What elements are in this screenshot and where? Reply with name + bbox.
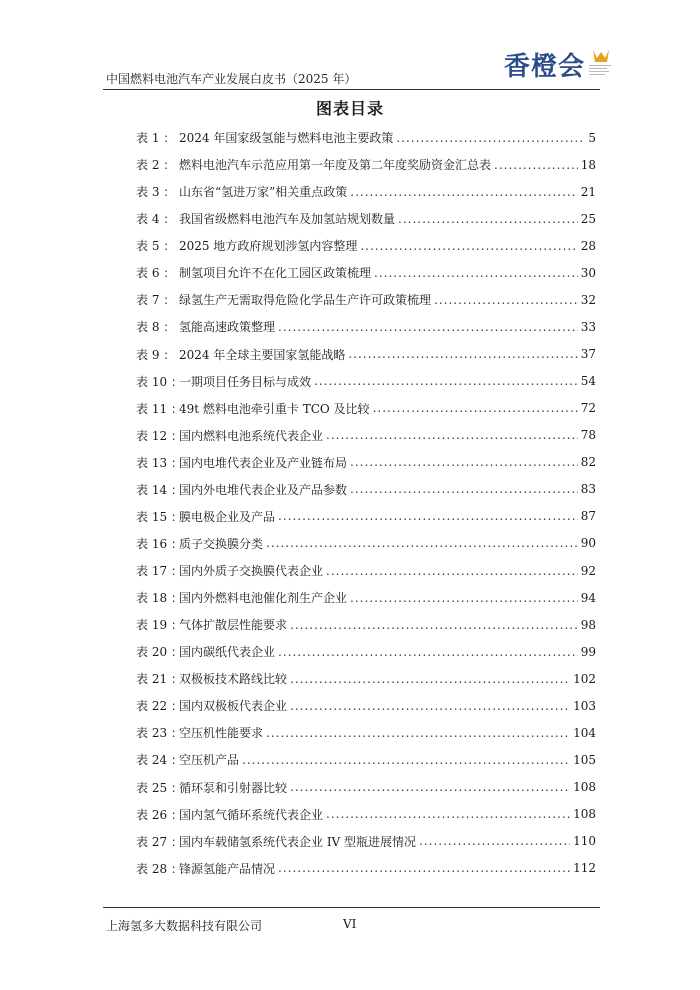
toc-entry-label: 表 22 ： bbox=[136, 699, 183, 714]
toc-entry-title: 国内外质子交换膜代表企业 bbox=[179, 564, 324, 579]
toc-entry-page: 102 bbox=[573, 671, 596, 686]
toc-entry-page: 87 bbox=[580, 509, 596, 524]
toc-entry-label: 表 1 ： bbox=[136, 131, 176, 146]
toc-entry[interactable] bbox=[136, 232, 596, 259]
toc-entry[interactable] bbox=[136, 774, 596, 801]
toc-entry-page: 98 bbox=[580, 617, 596, 632]
toc-dot-leader bbox=[494, 158, 578, 172]
toc-entry[interactable] bbox=[136, 422, 596, 449]
toc-entry-label: 表 12 ： bbox=[136, 428, 183, 443]
toc-entry[interactable] bbox=[136, 178, 596, 205]
toc-dot-leader bbox=[242, 753, 570, 767]
toc-entry[interactable] bbox=[136, 151, 596, 178]
toc-entry-page: 94 bbox=[580, 590, 596, 605]
toc-entry-label: 表 11 ： bbox=[136, 401, 183, 416]
toc-dot-leader bbox=[266, 726, 570, 740]
toc-dot-leader bbox=[326, 564, 578, 578]
toc-entry-label: 表 3 ： bbox=[136, 185, 176, 200]
toc-entry-label: 表 5 ： bbox=[136, 239, 176, 254]
toc-dot-leader bbox=[290, 699, 570, 713]
toc-entry-page: 54 bbox=[580, 374, 596, 389]
toc-dot-leader bbox=[348, 347, 577, 361]
toc-entry-title: 49t 燃料电池牵引重卡 TCO 及比较 bbox=[179, 401, 370, 416]
toc-entry-page: 30 bbox=[580, 265, 596, 280]
toc-entry-page: 5 bbox=[588, 130, 596, 145]
toc-entry-title: 氢能高速政策整理 bbox=[179, 320, 276, 335]
toc-dot-leader bbox=[290, 672, 570, 686]
toc-entry-page: 104 bbox=[573, 725, 596, 740]
logo-mark-icon bbox=[587, 48, 615, 80]
toc-entry[interactable] bbox=[136, 286, 596, 313]
toc-entry-page: 90 bbox=[580, 536, 596, 551]
toc-dot-leader bbox=[290, 780, 570, 794]
toc-entry-label: 表 16 ： bbox=[136, 536, 183, 551]
toc-entry-page: 72 bbox=[580, 401, 596, 416]
toc-entry-page: 78 bbox=[580, 428, 596, 443]
toc-dot-leader bbox=[290, 618, 578, 632]
toc-entry-page: 25 bbox=[580, 211, 596, 226]
toc-entry-page: 108 bbox=[573, 780, 596, 795]
toc-entry-page: 33 bbox=[580, 319, 596, 334]
toc-entry-title: 国内车载储氢系统代表企业 IV 型瓶进展情况 bbox=[179, 834, 417, 849]
toc-entry[interactable] bbox=[136, 476, 596, 503]
toc-entry[interactable] bbox=[136, 395, 596, 422]
logo-text: 香橙会 bbox=[504, 51, 586, 82]
toc-dot-leader bbox=[326, 428, 578, 442]
toc-entry-title: 2024 年全球主要国家氢能战略 bbox=[179, 347, 346, 362]
toc-entry[interactable] bbox=[136, 259, 596, 286]
toc-entry-page: 99 bbox=[580, 644, 596, 659]
toc-entry-page: 110 bbox=[573, 834, 596, 849]
toc-entry-label: 表 25 ： bbox=[136, 780, 183, 795]
toc-dot-leader bbox=[266, 536, 578, 550]
toc-dot-leader bbox=[350, 482, 578, 496]
toc-dot-leader bbox=[434, 293, 578, 307]
toc-entry-label: 表 6 ： bbox=[136, 266, 176, 281]
toc-entry-label: 表 23 ： bbox=[136, 726, 183, 741]
toc-entry[interactable] bbox=[136, 530, 596, 557]
toc-entry[interactable] bbox=[136, 611, 596, 638]
toc-entry-title: 国内外电堆代表企业及产品参数 bbox=[179, 482, 348, 497]
toc-entry-label: 表 10 ： bbox=[136, 374, 183, 389]
toc-entry-title: 气体扩散层性能要求 bbox=[179, 618, 288, 633]
toc-entry-page: 37 bbox=[580, 347, 596, 362]
toc-entry[interactable] bbox=[136, 205, 596, 232]
toc-dot-leader bbox=[419, 834, 570, 848]
toc-entry-label: 表 2 ： bbox=[136, 158, 176, 173]
toc-entry-label: 表 7 ： bbox=[136, 293, 176, 308]
toc-entry-title: 制氢项目允许不在化工园区政策梳理 bbox=[179, 266, 372, 281]
toc-entry-label: 表 21 ： bbox=[136, 672, 183, 687]
toc-dot-leader bbox=[396, 131, 585, 145]
page-title: 图表目录 bbox=[315, 99, 384, 118]
toc-entry-label: 表 17 ： bbox=[136, 564, 183, 579]
toc-entry[interactable] bbox=[136, 584, 596, 611]
toc-entry-page: 108 bbox=[573, 807, 596, 822]
toc-entry-title: 山东省“氢进万家”相关重点政策 bbox=[179, 185, 348, 200]
footer-company: 上海氢多大数据科技有限公司 bbox=[106, 919, 263, 933]
toc-dot-leader bbox=[278, 320, 578, 334]
toc-entry[interactable] bbox=[136, 801, 596, 828]
brand-logo bbox=[504, 46, 615, 82]
toc-entry[interactable] bbox=[136, 665, 596, 692]
toc-entry-title: 2025 地方政府规划涉氢内容整理 bbox=[179, 239, 358, 254]
toc-dot-leader bbox=[278, 645, 578, 659]
table-of-figures-list bbox=[136, 124, 596, 882]
toc-entry[interactable] bbox=[136, 341, 596, 368]
toc-dot-leader bbox=[360, 239, 577, 253]
toc-entry-title: 循环泵和引射器比较 bbox=[179, 780, 288, 795]
toc-entry[interactable] bbox=[136, 124, 596, 151]
toc-entry[interactable] bbox=[136, 313, 596, 340]
toc-entry[interactable] bbox=[136, 557, 596, 584]
toc-entry[interactable] bbox=[136, 692, 596, 719]
toc-entry-label: 表 28 ： bbox=[136, 861, 183, 876]
toc-entry-title: 燃料电池汽车示范应用第一年度及第二年度奖励资金汇总表 bbox=[179, 158, 492, 173]
toc-dot-leader bbox=[398, 212, 578, 226]
toc-entry-title: 一期项目任务目标与成效 bbox=[179, 374, 312, 389]
toc-entry-label: 表 19 ： bbox=[136, 618, 183, 633]
toc-entry-title: 国内电堆代表企业及产业链布局 bbox=[179, 455, 348, 470]
toc-entry-title: 国内外燃料电池催化剂生产企业 bbox=[179, 591, 348, 606]
toc-dot-leader bbox=[278, 509, 578, 523]
toc-entry-label: 表 24 ： bbox=[136, 753, 183, 768]
toc-entry-label: 表 13 ： bbox=[136, 455, 183, 470]
toc-entry[interactable] bbox=[136, 828, 596, 855]
toc-entry-label: 表 4 ： bbox=[136, 212, 176, 227]
toc-entry-title: 国内碳纸代表企业 bbox=[179, 645, 276, 660]
toc-entry-page: 83 bbox=[580, 482, 596, 497]
toc-entry-label: 表 8 ： bbox=[136, 320, 176, 335]
toc-entry-page: 103 bbox=[573, 698, 596, 713]
toc-entry-title: 绿氢生产无需取得危险化学品生产许可政策梳理 bbox=[179, 293, 432, 308]
toc-entry-title: 国内燃料电池系统代表企业 bbox=[179, 428, 324, 443]
toc-dot-leader bbox=[326, 807, 570, 821]
toc-entry-label: 表 9 ： bbox=[136, 347, 176, 362]
toc-entry-title: 2024 年国家级氢能与燃料电池主要政策 bbox=[179, 131, 394, 146]
toc-entry-title: 双极板技术路线比较 bbox=[179, 672, 288, 687]
toc-entry[interactable] bbox=[136, 855, 596, 882]
toc-entry-label: 表 20 ： bbox=[136, 645, 183, 660]
toc-entry-label: 表 26 ： bbox=[136, 807, 183, 822]
toc-dot-leader bbox=[350, 591, 578, 605]
toc-entry-title: 空压机性能要求 bbox=[179, 726, 264, 741]
toc-dot-leader bbox=[350, 185, 577, 199]
toc-entry[interactable] bbox=[136, 719, 596, 746]
toc-dot-leader bbox=[374, 266, 578, 280]
toc-entry[interactable] bbox=[136, 503, 596, 530]
toc-entry-label: 表 27 ： bbox=[136, 834, 183, 849]
toc-entry-page: 32 bbox=[580, 292, 596, 307]
toc-entry-page: 105 bbox=[573, 752, 596, 767]
toc-entry-label: 表 14 ： bbox=[136, 482, 183, 497]
toc-entry-label: 表 15 ： bbox=[136, 509, 183, 524]
toc-entry-page: 92 bbox=[580, 563, 596, 578]
toc-entry[interactable] bbox=[136, 746, 596, 773]
toc-entry-label: 表 18 ： bbox=[136, 591, 183, 606]
toc-entry-page: 21 bbox=[580, 184, 596, 199]
toc-entry-title: 我国省级燃料电池汽车及加氢站规划数量 bbox=[179, 212, 396, 227]
toc-entry-page: 82 bbox=[580, 455, 596, 470]
toc-entry-title: 质子交换膜分类 bbox=[179, 536, 264, 551]
toc-entry[interactable] bbox=[136, 638, 596, 665]
toc-entry-title: 国内氢气循环系统代表企业 bbox=[179, 807, 324, 822]
toc-entry-page: 28 bbox=[580, 238, 596, 253]
header-divider bbox=[103, 89, 600, 90]
toc-dot-leader bbox=[278, 861, 570, 875]
toc-dot-leader bbox=[373, 401, 578, 415]
toc-entry-title: 膜电极企业及产品 bbox=[179, 509, 276, 524]
footer-divider bbox=[103, 907, 600, 908]
toc-entry[interactable] bbox=[136, 449, 596, 476]
running-header-title: 中国燃料电池汽车产业发展白皮书（2025 年） bbox=[106, 72, 357, 86]
toc-entry[interactable] bbox=[136, 368, 596, 395]
toc-entry-title: 国内双极板代表企业 bbox=[179, 699, 288, 714]
toc-entry-title: 锋源氢能产品情况 bbox=[179, 861, 276, 876]
toc-dot-leader bbox=[350, 455, 578, 469]
toc-entry-page: 112 bbox=[573, 861, 596, 876]
footer-page-number: VI bbox=[343, 917, 357, 931]
toc-entry-page: 18 bbox=[580, 157, 596, 172]
toc-entry-title: 空压机产品 bbox=[179, 753, 240, 768]
toc-dot-leader bbox=[314, 374, 578, 388]
